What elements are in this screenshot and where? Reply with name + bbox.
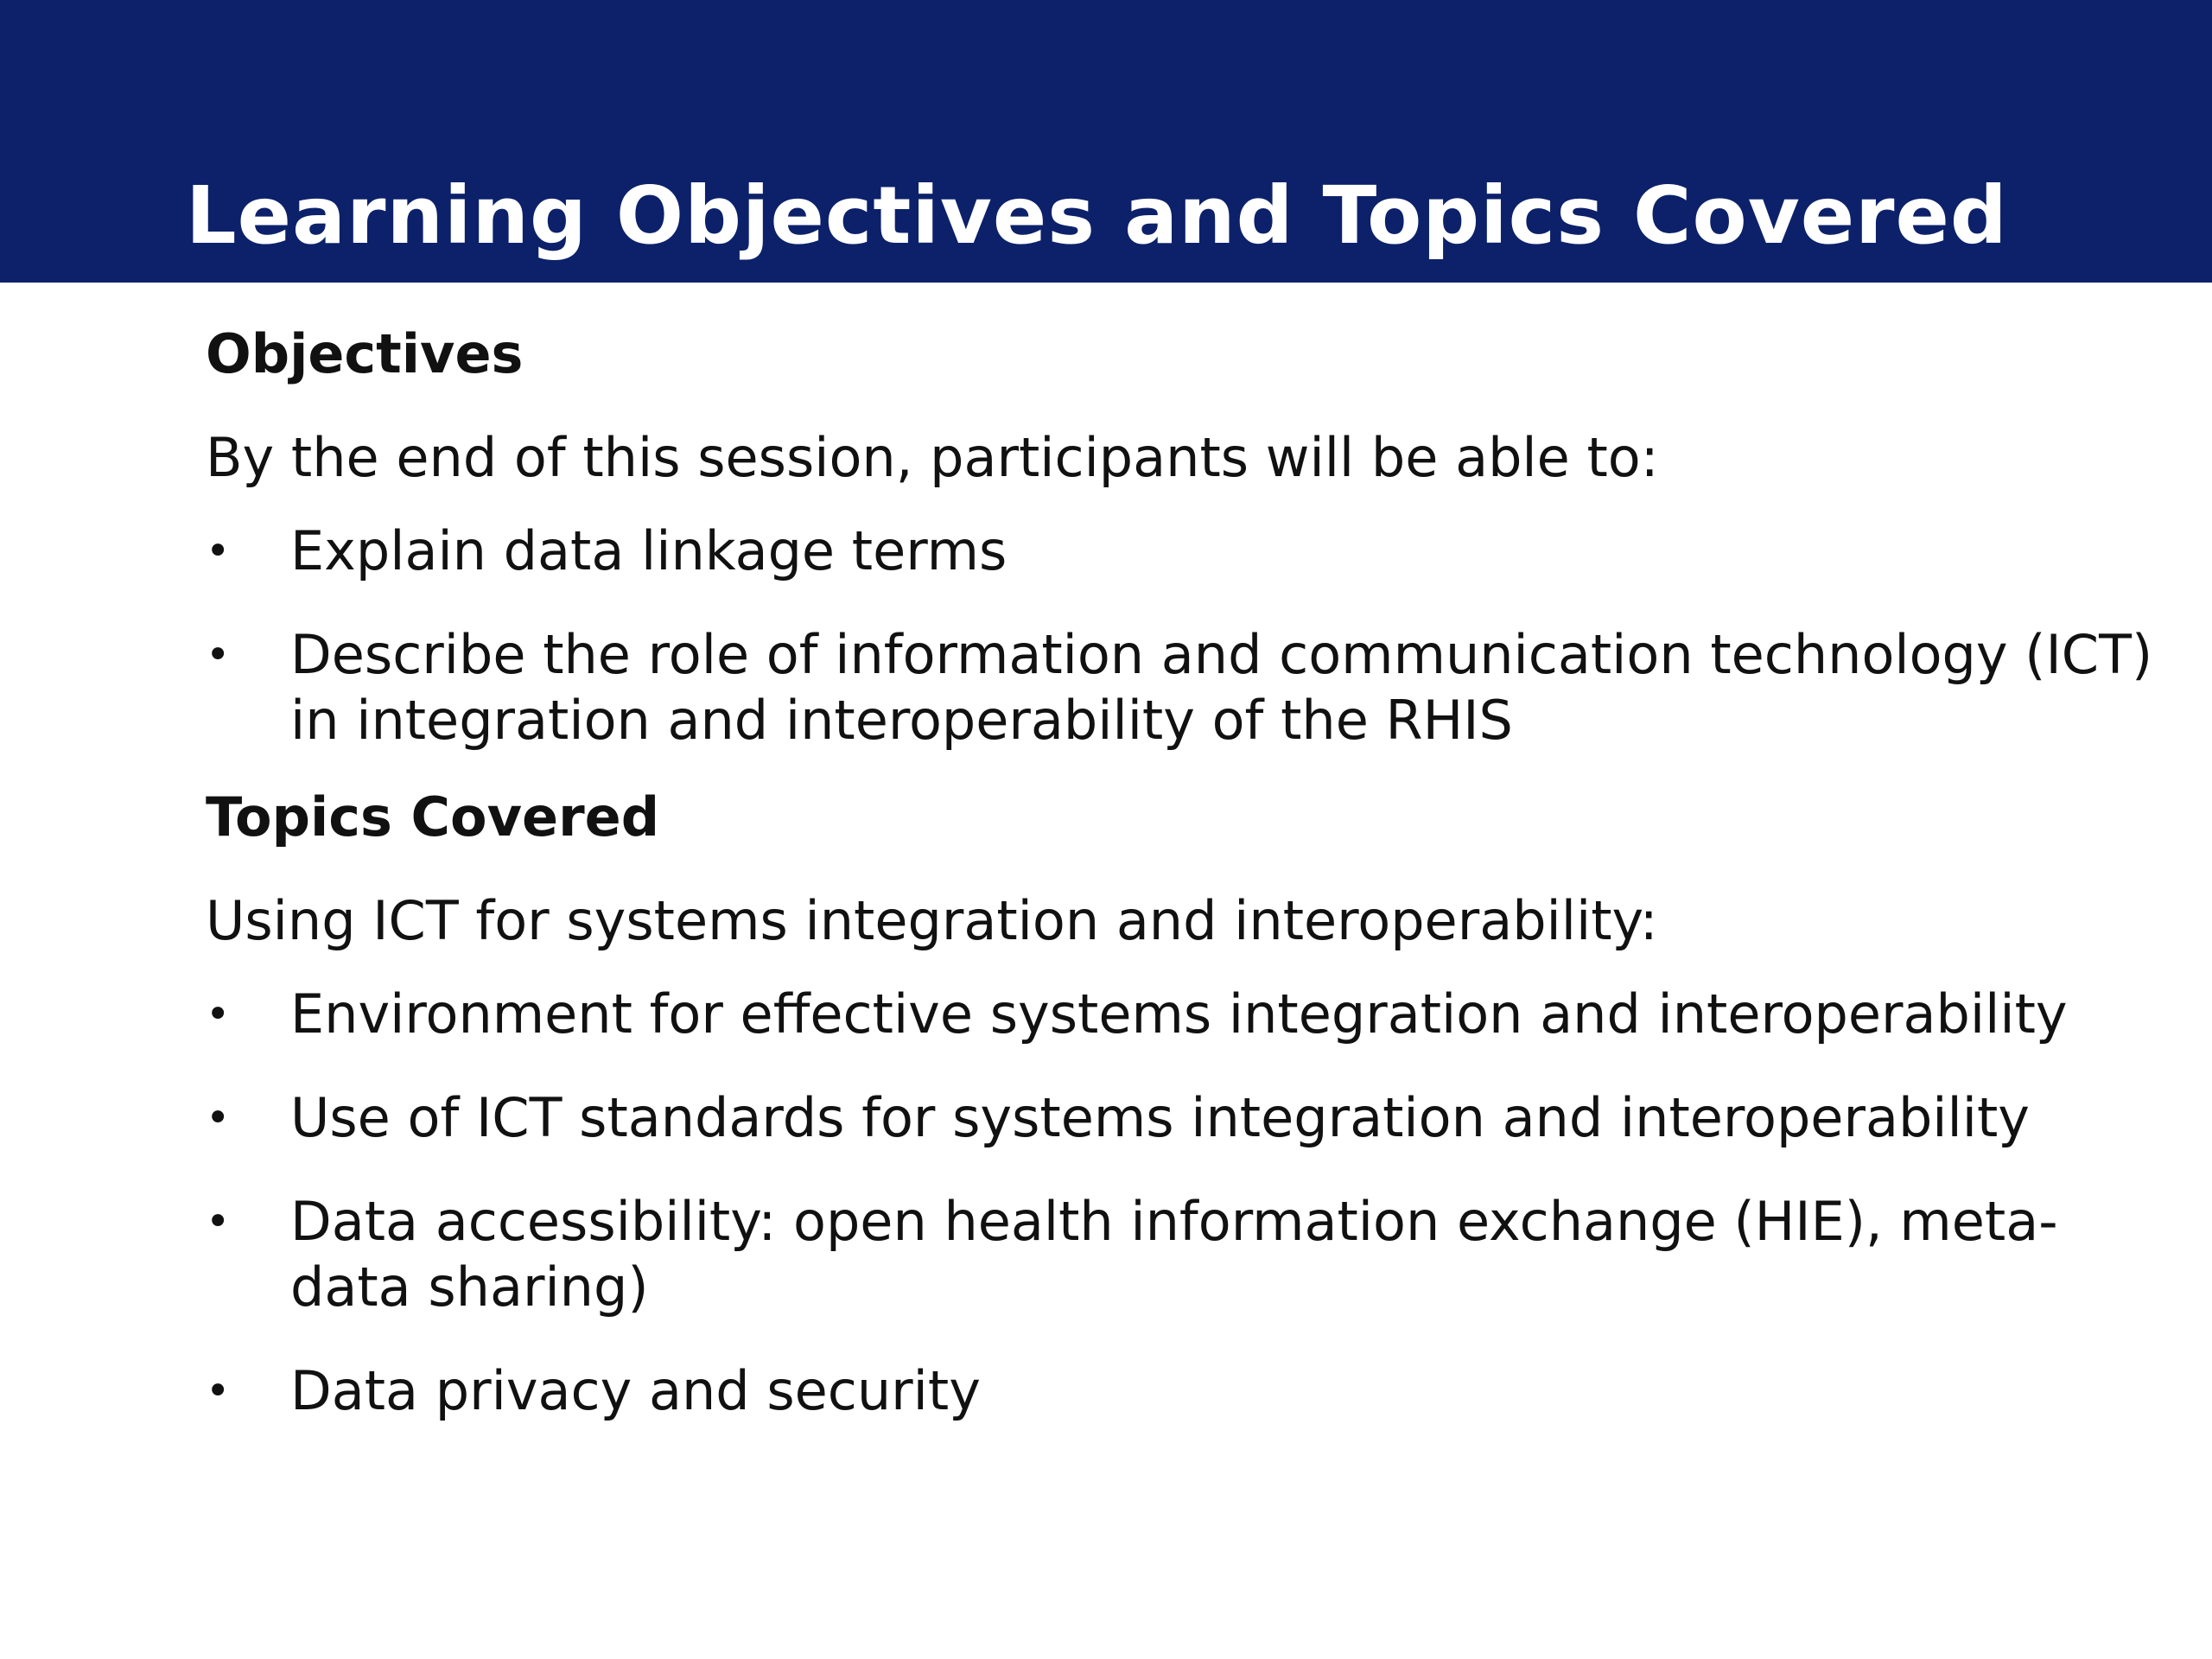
objectives-heading: Objectives bbox=[206, 322, 524, 385]
slide-content bbox=[206, 311, 2158, 1462]
list-item bbox=[206, 1358, 2158, 1424]
title-bar bbox=[0, 0, 2212, 283]
slide-title: Learning Objectives and Topics Covered bbox=[186, 169, 2008, 262]
topics-list bbox=[206, 982, 2158, 1424]
list-item-text: Describe the role of information and communication technology (ICT) in integration and interoperability of the RHIS bbox=[290, 623, 2153, 752]
objectives-section bbox=[206, 311, 2158, 753]
list-item bbox=[206, 1085, 2158, 1151]
bullet-icon: • bbox=[206, 1198, 231, 1246]
list-item-text: Data accessibility: open health information exchange (HIE), meta-data sharing) bbox=[290, 1190, 2058, 1319]
list-item-text: Environment for effective systems integration and interoperability bbox=[290, 982, 2068, 1046]
list-item-text: Data privacy and security bbox=[290, 1359, 981, 1422]
objectives-list bbox=[206, 518, 2158, 753]
bullet-icon: • bbox=[206, 1094, 231, 1142]
topics-section bbox=[206, 774, 2158, 1424]
list-item-text: Use of ICT standards for systems integration and interoperability bbox=[290, 1086, 2030, 1149]
topics-intro: Using ICT for systems integration and interoperability: bbox=[206, 889, 1658, 952]
bullet-icon: • bbox=[206, 631, 231, 679]
topics-heading: Topics Covered bbox=[206, 785, 660, 849]
bullet-icon: • bbox=[206, 527, 231, 575]
list-item bbox=[206, 982, 2158, 1047]
list-item-text: Explain data linkage terms bbox=[290, 519, 1007, 582]
list-item bbox=[206, 1189, 2158, 1320]
objectives-intro: By the end of this session, participants will be able to: bbox=[206, 426, 1659, 489]
list-item bbox=[206, 622, 2158, 753]
bullet-icon: • bbox=[206, 990, 231, 1039]
list-item bbox=[206, 518, 2158, 584]
bullet-icon: • bbox=[206, 1367, 231, 1415]
